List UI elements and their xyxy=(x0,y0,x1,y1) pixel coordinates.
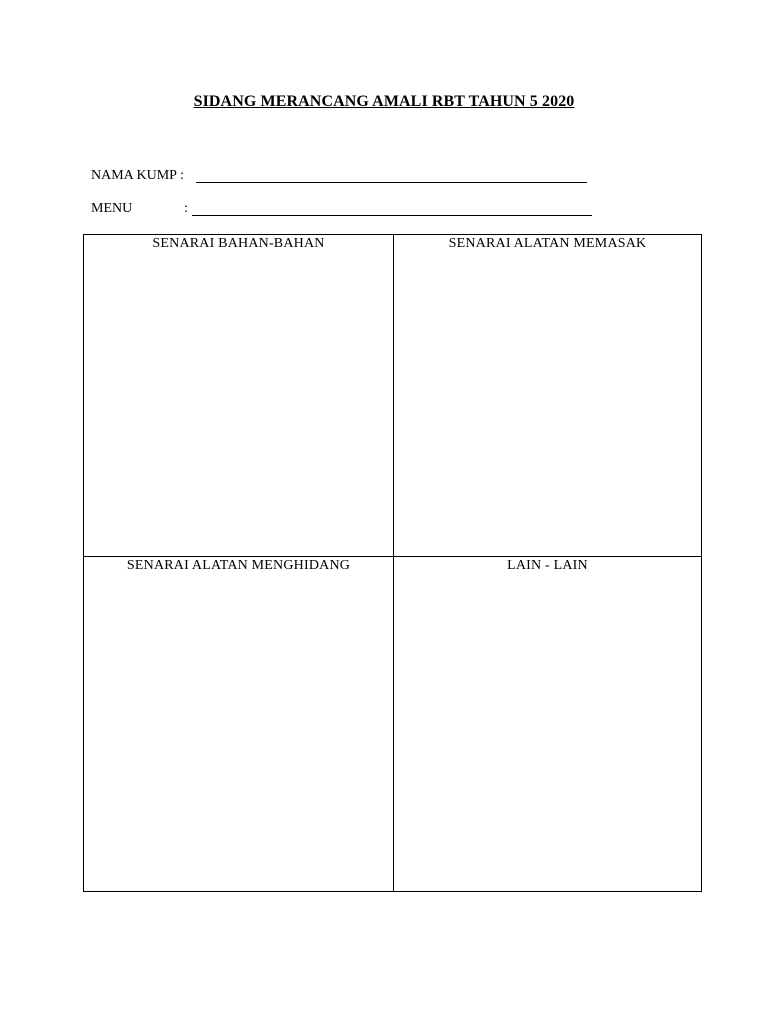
cell-heading: SENARAI ALATAN MEMASAK xyxy=(448,236,647,251)
nama-kump-blank-line[interactable] xyxy=(196,182,587,183)
cell-heading: SENARAI ALATAN MENGHIDANG xyxy=(126,558,351,573)
cell-senarai-alatan-memasak[interactable] xyxy=(394,235,701,556)
cell-lain-lain[interactable] xyxy=(394,557,701,891)
menu-label: MENU xyxy=(91,201,133,216)
cell-senarai-bahan-bahan[interactable] xyxy=(84,235,393,556)
cell-heading: SENARAI BAHAN-BAHAN xyxy=(152,236,325,251)
cell-senarai-alatan-menghidang[interactable] xyxy=(84,557,393,891)
cell-heading: LAIN - LAIN xyxy=(507,558,588,573)
planning-table xyxy=(83,234,702,892)
menu-blank-line[interactable] xyxy=(192,215,592,216)
menu-colon: : xyxy=(184,201,188,216)
page-title: SIDANG MERANCANG AMALI RBT TAHUN 5 2020 xyxy=(193,93,575,110)
nama-kump-label: NAMA KUMP : xyxy=(91,168,184,183)
